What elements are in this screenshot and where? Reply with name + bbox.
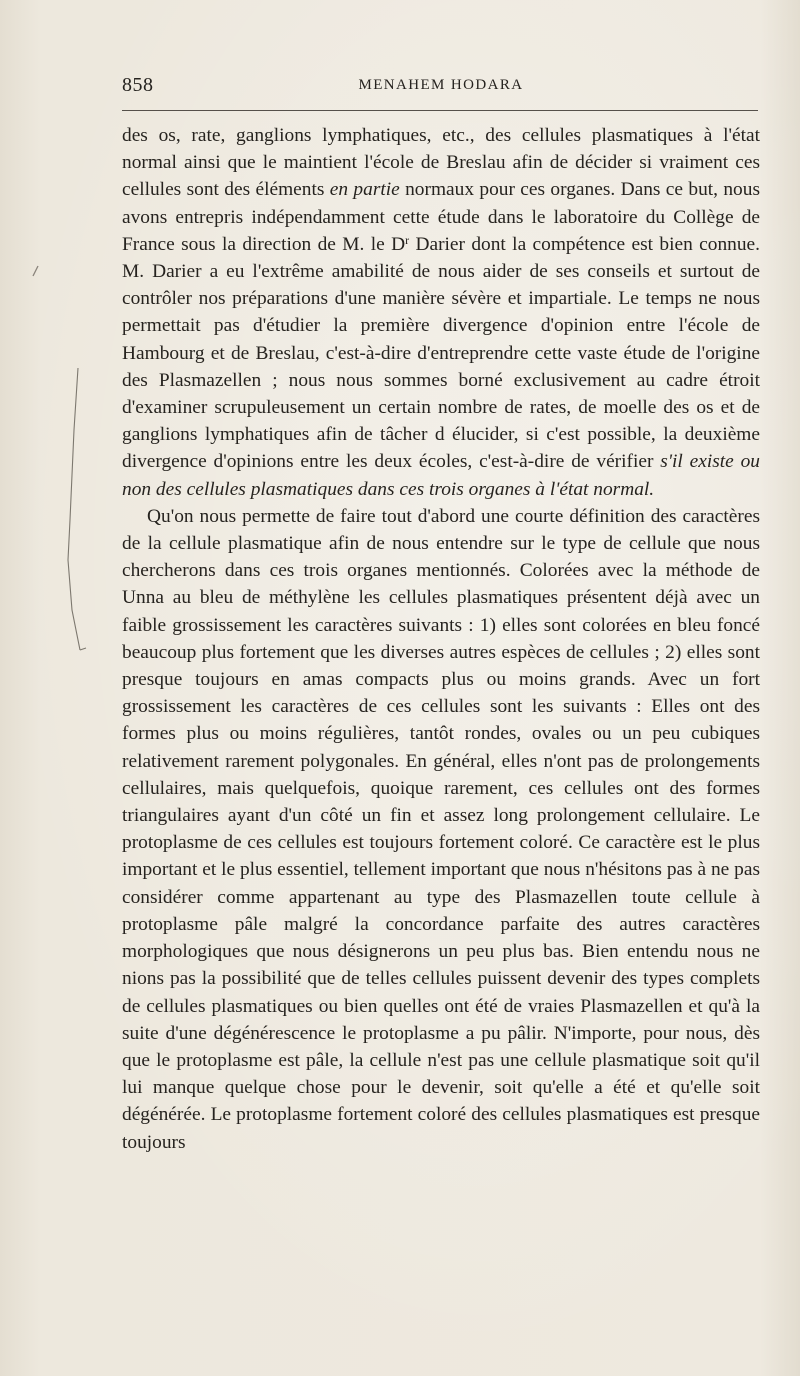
body-text: [122, 122, 760, 1156]
page-header: [122, 74, 760, 100]
paragraph-1-italic-en-partie: en partie: [329, 179, 400, 201]
margin-pencil-marks: [0, 0, 120, 1376]
running-head: MENAHEM HODARA: [358, 77, 524, 93]
paragraph-1-part-d: Darier dont la compétence est bien connue. M. Darier a eu l'extrême amabilité de nous aider de ses conseils et surtout de contrôler nos préparations d'une manière sévère et impartiale. Le temps ne nous permettait pas d'étudier la première divergence d'opinion entre l'école de Hambourg et de Breslau, c'est-à-dire d'entreprendre cette vaste étude de l'origine des Plasmazellen ; nous nous sommes borné exclusivement au cadre étroit d'examiner scrupuleusement un certain nombre de rates, de moelle des os et de ganglions lymphatiques afin de tâcher d élucider, si c'est possible, la deuxième divergence d'opinions entre les deux écoles, c'est-à-dire de vérifier: [122, 233, 760, 473]
paragraph-1-part-c: normaux pour ces organes. Dans ce but, nous avons entrepris indépendamment cette étude dans le laboratoire du Collège de France sous la direction de M. le D: [122, 179, 760, 255]
margin-tick-mark: [33, 266, 38, 276]
page-number: 858: [122, 74, 154, 96]
margin-bracket-line: [68, 368, 80, 650]
paragraph-1-part-a: des os, rate, ganglions lymphatiques, etc., des cellules plasmatiques à l'état normal ainsi que le maintient l'école de Breslau afin de décider si vraiment ces cellules sont des éléments: [122, 125, 760, 201]
header-rule: [122, 110, 758, 111]
paragraph-2: Qu'on nous permette de faire tout d'abord une courte définition des caractères de la cellule plasmatique afin de nous entendre sur le type de cellule que nous chercherons dans ces trois organes mentionnés. Colorées avec la méthode de Unna au bleu de méthylène les cellules plasmatiques présentent déjà avec un faible grossissement les caractères suivants : 1) elles sont colorées en bleu foncé beaucoup plus fortement que les diverses autres espèces de cellules ; 2) elles sont presque toujours en amas compacts plus ou moins grands. Avec un fort grossissement les caractères de ces cellules sont les suivants : Elles ont des formes plus ou moins régulières, tantôt rondes, ovales ou un peu cubiques relativement rarement polygonales. En général, elles n'ont pas de prolongements cellulaires, mais quelquefois, quoique rarement, ces cellules ont des formes triangulaires ayant d'un côté un fin et assez long prolongement cellulaire. Le protoplasme de ces cellules est toujours fortement coloré. Ce caractère est le plus important et le plus essentiel, tellement important que nous n'hésitons pas à ne pas considérer comme appartenant au type des Plasmazellen toute cellule à protoplasme pâle malgré la concordance parfaite des autres caractères morphologiques que nous désignerons un peu plus bas. Bien entendu nous ne nions pas la possibilité que de telles cellules puissent devenir des types complets de cellules plasmatiques ou bien quelles ont été de vraies Plasmazellen et qu'à la suite d'une dégénérescence le protoplasme a pu pâlir. N'importe, pour nous, dès que le protoplasme est pâle, la cellule n'est pas une cellule plasmatique soit qu'il lui manque quelque chose pour le devenir, soit qu'elle a été et qu'elle soit dégénérée. Le protoplasme fortement coloré des cellules plasmatiques est presque toujours: [122, 505, 760, 1153]
paragraph-1: [122, 122, 760, 503]
paragraph-1-italic-question: s'il existe ou non des cellules plasmatiques dans ces trois organes à l'état normal.: [122, 451, 760, 500]
margin-bracket-end: [80, 648, 86, 650]
superscript-r: r: [405, 232, 410, 247]
